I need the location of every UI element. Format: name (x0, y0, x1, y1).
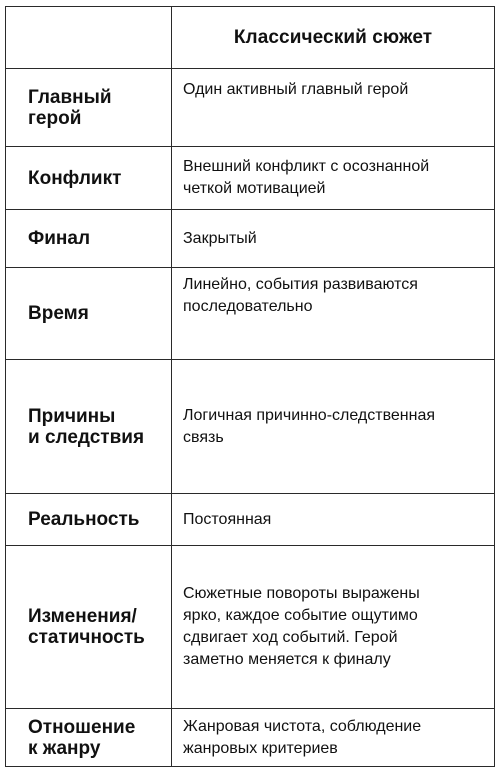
table-row (6, 360, 495, 494)
header-empty-cell (6, 7, 172, 69)
row-value-genre: Жанровая чистота, соблюдение жанровых критериев (172, 709, 495, 767)
row-label-time: Время (6, 268, 172, 360)
table-row (6, 268, 495, 360)
row-label-finale: Финал (6, 210, 172, 268)
table-row (6, 210, 495, 268)
table-row (6, 69, 495, 147)
row-value-finale: Закрытый (172, 210, 495, 268)
row-label-genre: Отношение к жанру (6, 709, 172, 767)
row-label-causes: Причины и следствия (6, 360, 172, 494)
row-value-main-hero: Один активный главный герой (172, 69, 495, 147)
row-label-conflict: Конфликт (6, 147, 172, 210)
row-label-reality: Реальность (6, 494, 172, 546)
table-row (6, 546, 495, 709)
row-label-main-hero: Главный герой (6, 69, 172, 147)
row-value-causes: Логичная причинно-следственная связь (172, 360, 495, 494)
column-title: Классический сюжет (172, 7, 495, 69)
table-row (6, 494, 495, 546)
row-label-changes: Изменения/ статичность (6, 546, 172, 709)
row-value-time: Линейно, события развиваются последовательно (172, 268, 495, 360)
row-value-reality: Постоянная (172, 494, 495, 546)
row-value-conflict: Внешний конфликт с осознанной четкой мотивацией (172, 147, 495, 210)
header-row (6, 7, 495, 69)
table-row (6, 709, 495, 767)
comparison-table (5, 6, 495, 767)
row-value-changes: Сюжетные повороты выражены ярко, каждое событие ощутимо сдвигает ход событий. Герой заметно меняется к финалу (172, 546, 495, 709)
table-row (6, 147, 495, 210)
